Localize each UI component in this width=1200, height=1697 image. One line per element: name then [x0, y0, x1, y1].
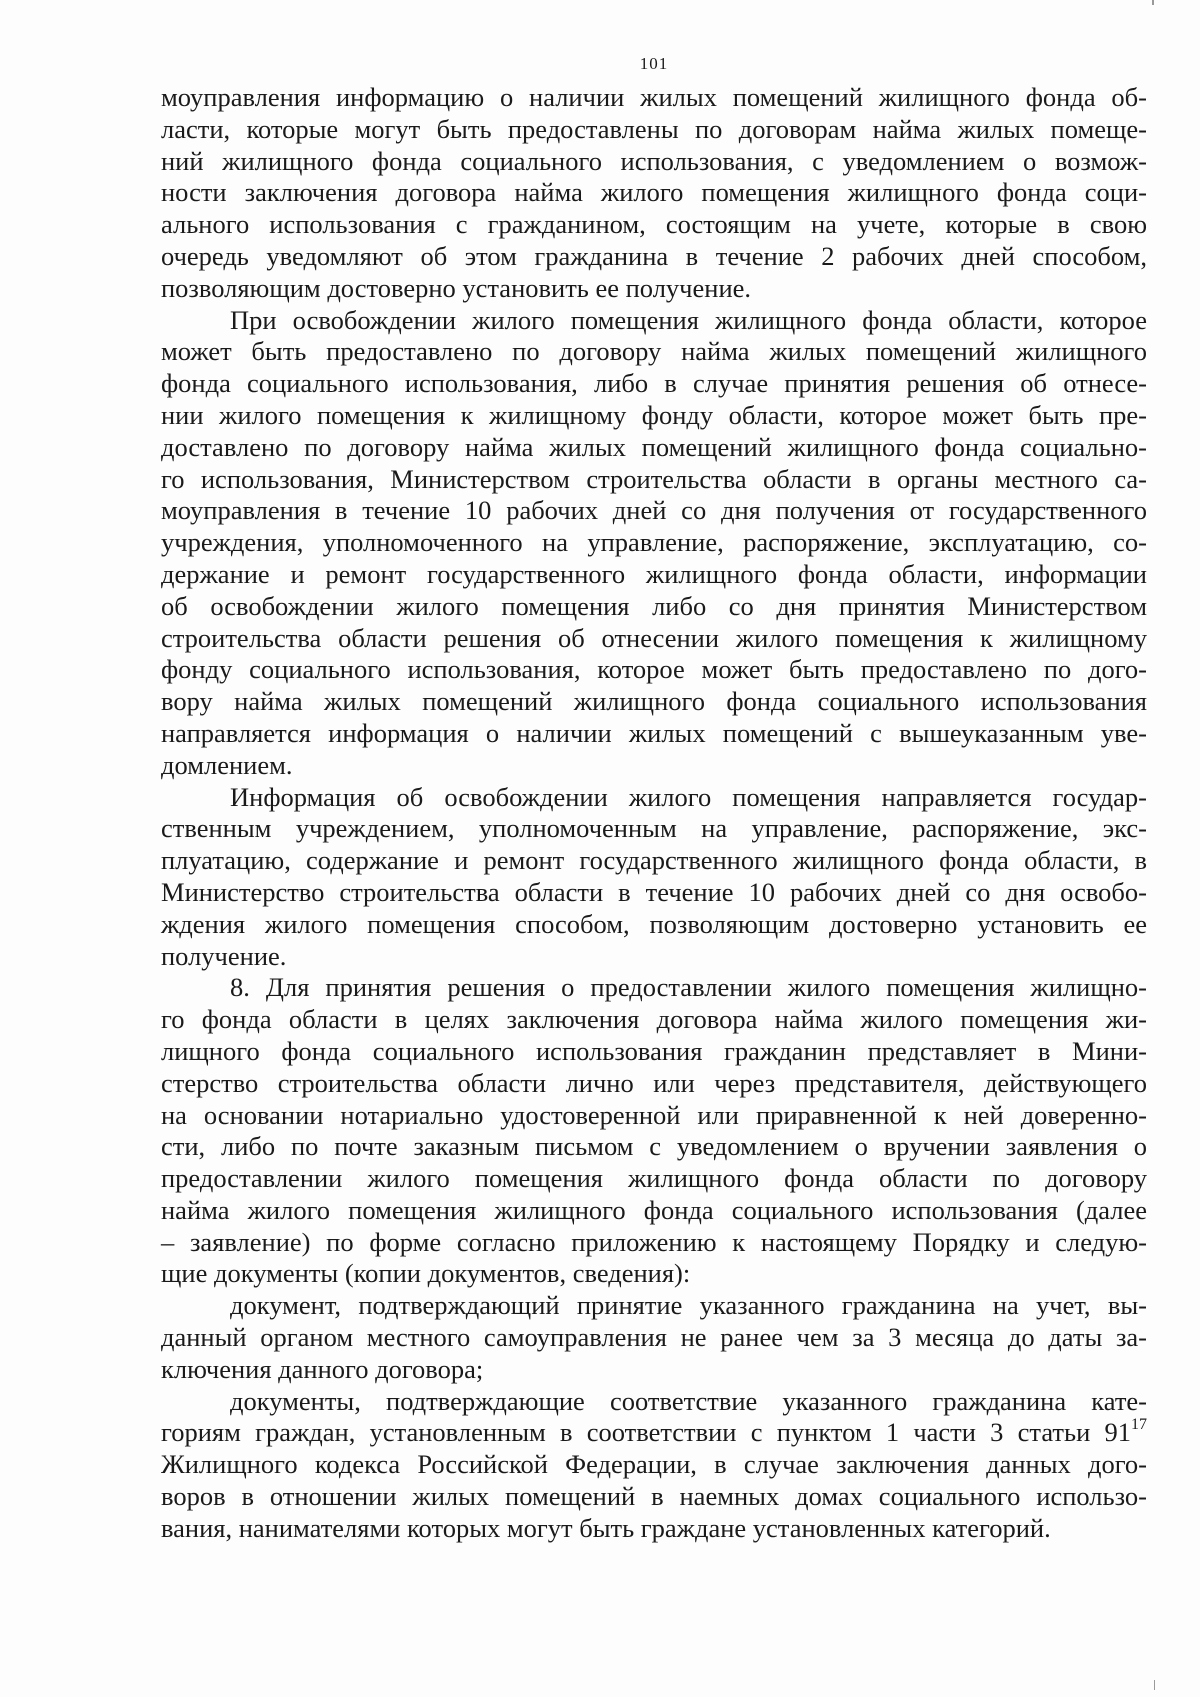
text-line [161, 400, 1147, 432]
line-text: позволяющим достоверно установить ее получение. [161, 272, 752, 303]
page-number: 101 [639, 54, 669, 73]
line-text: моуправления информацию о наличии жилых помещений жилищного фонда об- [161, 82, 1147, 112]
text-line [161, 877, 1147, 909]
line-text: получение. [161, 940, 287, 971]
text-line [161, 1354, 1147, 1386]
line-text: держание и ремонт государственного жилищного фонда области, информации [161, 558, 1147, 589]
line-text: ственным учреждением, уполномоченным на управление, распоряжение, экс- [161, 813, 1147, 844]
line-text: Информация об освобождении жилого помещения направляется государ- [230, 781, 1147, 812]
line-text: документы, подтверждающие соответствие указанного гражданина кате- [230, 1385, 1147, 1416]
line-text: воров в отношении жилых помещений в наемных домах социального использо- [161, 1481, 1147, 1512]
line-text: вания, нанимателями которых могут быть граждане установленных категорий. [161, 1512, 1051, 1543]
text-line [161, 750, 1147, 782]
text-line [161, 813, 1147, 845]
line-text: строительства области решения об отнесении жилого помещения к жилищному [161, 622, 1147, 653]
text-line [161, 909, 1147, 941]
line-text: При освобождении жилого помещения жилищного фонда области, которое [230, 304, 1147, 335]
text-line [161, 114, 1147, 146]
line-text: вору найма жилых помещений жилищного фонда социального использования [161, 686, 1147, 717]
scan-edge-mark [1154, 1680, 1155, 1690]
line-text: – заявление) по форме согласно приложению к настоящему Порядку и следую- [161, 1226, 1147, 1257]
text-line [161, 495, 1147, 527]
text-line [161, 527, 1147, 559]
paragraph [161, 82, 1147, 305]
line-text: предоставлении жилого помещения жилищного фонда области по договору [161, 1163, 1147, 1194]
text-line [161, 1068, 1147, 1100]
paragraph [161, 782, 1147, 973]
text-line [161, 464, 1147, 496]
text-line [161, 305, 1147, 337]
text-line [161, 82, 1147, 114]
scan-edge-mark [1152, 0, 1154, 5]
line-text: го использования, Министерством строительства области в органы местного са- [161, 463, 1147, 494]
line-text: ласти, которые могут быть предоставлены по договорам найма жилых помеще- [161, 113, 1147, 144]
document-body [161, 82, 1147, 1545]
paragraph [161, 1386, 1147, 1545]
line-text: нии жилого помещения к жилищному фонду области, которое может быть пре- [161, 399, 1147, 430]
line-text: учреждения, уполномоченного на управление, распоряжение, эксплуатацию, со- [161, 527, 1147, 558]
text-line [161, 654, 1147, 686]
text-line [161, 1227, 1147, 1259]
text-line [161, 432, 1147, 464]
text-line [161, 336, 1147, 368]
text-line [161, 273, 1147, 305]
line-text: лищного фонда социального использования гражданин представляет в Мини- [161, 1035, 1147, 1066]
line-text: направляется информация о наличии жилых помещений с вышеуказанным уве- [161, 717, 1147, 748]
paragraph [161, 1290, 1147, 1385]
line-text: ключения данного договора; [161, 1353, 484, 1384]
paragraph [161, 972, 1147, 1290]
line-text: ности заключения договора найма жилого помещения жилищного фонда соци- [161, 177, 1147, 208]
text-line [161, 941, 1147, 973]
line-text: плуатацию, содержание и ремонт государственного жилищного фонда области, в [161, 845, 1147, 876]
text-line [161, 1100, 1147, 1132]
text-line [161, 686, 1147, 718]
text-line [161, 209, 1147, 241]
line-text: фонда социального использования, либо в случае принятия решения об отнесе- [161, 368, 1147, 399]
line-text: на основании нотариально удостоверенной или приравненной к ней доверенно- [161, 1099, 1147, 1130]
line-text: ального использования с гражданином, состоящим на учете, которые в свою [161, 209, 1147, 240]
text-line [161, 559, 1147, 591]
line-text: сти, либо по почте заказным письмом с уведомлением о вручении заявления о [161, 1131, 1147, 1162]
text-line [161, 972, 1147, 1004]
text-line [161, 1481, 1147, 1513]
line-text: ждения жилого помещения способом, позволяющим достоверно установить ее [161, 908, 1147, 939]
text-line [161, 1417, 1147, 1449]
text-line [161, 782, 1147, 814]
text-line [161, 1195, 1147, 1227]
text-line [161, 1163, 1147, 1195]
text-line [161, 1449, 1147, 1481]
text-line [161, 1290, 1147, 1322]
paragraph [161, 305, 1147, 782]
text-line [161, 146, 1147, 178]
text-line [161, 1131, 1147, 1163]
line-text: найма жилого помещения жилищного фонда социального использования (далее [161, 1194, 1147, 1225]
text-line [161, 241, 1147, 273]
line-text: го фонда области в целях заключения договора найма жилого помещения жи- [161, 1004, 1147, 1035]
line-text: стерство строительства области лично или через представителя, действующего [161, 1067, 1147, 1098]
line-text: моуправления в течение 10 рабочих дней со дня получения от государственного [161, 495, 1147, 526]
text-line [161, 1004, 1147, 1036]
text-line [161, 1258, 1147, 1290]
line-text: об освобождении жилого помещения либо со дня принятия Министерством [161, 590, 1147, 621]
text-line [161, 1386, 1147, 1418]
line-text: документ, подтверждающий принятие указанного гражданина на учет, вы- [230, 1290, 1147, 1321]
line-text: щие документы (копии документов, сведения): [161, 1258, 691, 1289]
line-text: ний жилищного фонда социального использования, с уведомлением о возмож- [161, 145, 1147, 176]
text-line [161, 623, 1147, 655]
text-line [161, 1513, 1147, 1545]
line-text: доставлено по договору найма жилых помещений жилищного фонда социально- [161, 431, 1147, 462]
text-line [161, 1322, 1147, 1354]
line-text: фонду социального использования, которое может быть предоставлено по дого- [161, 654, 1147, 685]
article-superscript: 17 [1131, 1416, 1147, 1434]
line-text: 8. Для принятия решения о предоставлении жилого помещения жилищно- [230, 972, 1147, 1003]
line-text: гориям граждан, установленным в соответствии с пунктом 1 части 3 статьи 91 [161, 1417, 1131, 1448]
line-text: Министерство строительства области в течение 10 рабочих дней со дня освобо- [161, 876, 1147, 907]
text-line [161, 1036, 1147, 1068]
line-text: может быть предоставлено по договору найма жилых помещений жилищного [161, 336, 1147, 367]
line-text: Жилищного кодекса Российской Федерации, в случае заключения данных дого- [161, 1449, 1147, 1480]
line-text: данный органом местного самоуправления не ранее чем за 3 месяца до даты за- [161, 1322, 1147, 1353]
text-line [161, 718, 1147, 750]
line-text: домлением. [161, 749, 293, 780]
line-text: очередь уведомляют об этом гражданина в течение 2 рабочих дней способом, [161, 240, 1147, 271]
text-line [161, 845, 1147, 877]
text-line [161, 177, 1147, 209]
text-line [161, 591, 1147, 623]
text-line [161, 368, 1147, 400]
